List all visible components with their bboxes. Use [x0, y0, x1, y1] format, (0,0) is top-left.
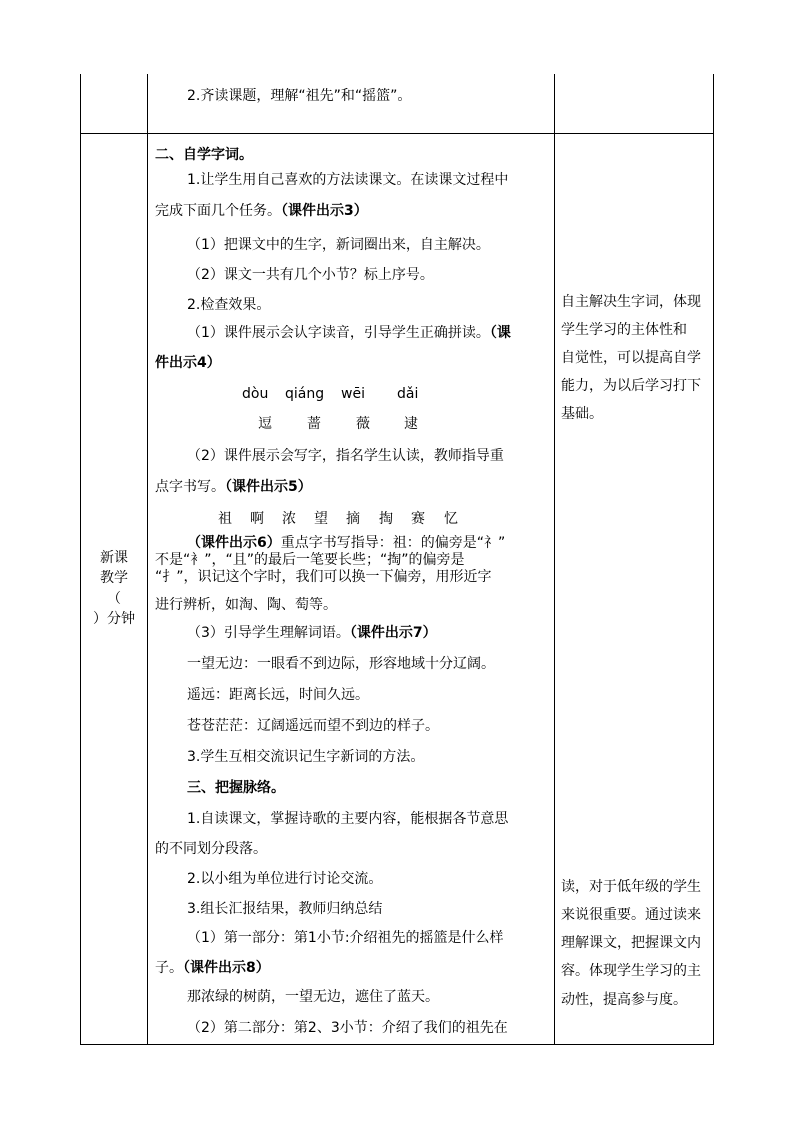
c6-line1: （课件出示6）重点字书写指导：祖：的偏旁是“礻”	[187, 535, 506, 551]
side-label-line4: ）分钟	[93, 611, 135, 627]
s3-p1-line1: 1.自读课文，掌握诗歌的主要内容，能根据各节意思	[187, 811, 509, 827]
side-label-line3: （	[107, 591, 121, 607]
char-dai: 逮	[404, 416, 418, 432]
part1-line2: 子。（课件出示8）	[155, 960, 270, 976]
table-divider-col2	[554, 74, 555, 1045]
char-qiang: 蔷	[307, 416, 321, 432]
side-label-line1: 新课	[100, 550, 128, 566]
table-border-left	[80, 74, 81, 1045]
word-yaoyuan: 遥远：距离长远，时间久远。	[187, 687, 369, 703]
pinyin-dou: dòu	[242, 386, 269, 402]
pinyin-dai: dǎi	[397, 386, 419, 402]
table-border-right	[713, 74, 714, 1045]
note1-line1: 自主解决生字词，体现	[561, 294, 701, 310]
note2-line5: 动性，提高参与度。	[561, 992, 687, 1008]
char-dou: 逗	[258, 416, 272, 432]
write-char-tao: 掏	[379, 511, 393, 527]
note1-line3: 自觉性，可以提高自学	[561, 350, 701, 366]
task1: （1）把课文中的生字，新词圈出来，自主解决。	[187, 237, 490, 253]
task2: （2）课文一共有几个小节？标上序号。	[187, 267, 434, 283]
step3: 3.学生互相交流识记生字新词的方法。	[187, 749, 425, 765]
s3-p1-line2: 的不同划分段落。	[155, 841, 267, 857]
write-char-sai: 赛	[411, 511, 425, 527]
note2-line4: 容。体现学生学习的主	[561, 963, 701, 979]
write-char-nong: 浓	[282, 511, 296, 527]
c6-line4: 进行辨析，如淘、陶、萄等。	[155, 597, 337, 613]
section3-title: 三、把握脉络。	[187, 780, 285, 796]
c6-line3: “扌”，识记这个字时，我们可以换一下偏旁，用形近字	[155, 569, 492, 585]
p1-line2: 完成下面几个任务。（课件出示3）	[155, 203, 368, 219]
note2-line1: 读，对于低年级的学生	[561, 879, 701, 895]
section2-title: 二、自学字词。	[155, 147, 253, 163]
write-char-zhai: 摘	[346, 511, 360, 527]
part1-line1: （1）第一部分：第1小节:介绍祖先的摇篮是什么样	[187, 930, 504, 946]
note2-line2: 来说很重要。通过读来	[561, 907, 701, 923]
c2-line2: 点字书写。（课件出示5）	[155, 479, 312, 495]
table-row-divider	[80, 133, 714, 134]
write-char-yi: 忆	[444, 511, 458, 527]
top-row-text: 2.齐读课题，理解“祖先”和“摇篮”。	[187, 88, 412, 104]
note2-line3: 理解课文，把握课文内	[561, 935, 701, 951]
quote1: 那浓绿的树荫，一望无边，遮住了蓝天。	[187, 989, 439, 1005]
c3-line: （3）引导学生理解词语。（课件出示7）	[187, 625, 437, 641]
write-char-zu: 祖	[218, 511, 232, 527]
write-char-a: 啊	[250, 511, 264, 527]
note1-line4: 能力，为以后学习打下	[561, 378, 701, 394]
side-label-line2: 教学	[100, 570, 128, 586]
char-wei: 薇	[356, 416, 370, 432]
table-divider-col1	[147, 74, 148, 1045]
c2-line1: （2）课件展示会写字，指名学生认读，教师指导重	[187, 448, 504, 464]
table-border-bottom	[80, 1044, 714, 1045]
check-step: 2.检查效果。	[187, 297, 271, 313]
word-cangcangmangmang: 苍苍茫茫：辽阔遥远而望不到边的样子。	[187, 718, 439, 734]
c1-line1: （1）课件展示会认字读音，引导学生正确拼读。（课	[187, 325, 511, 341]
c6-line2: 不是“衤”，“且”的最后一笔要长些；“掏”的偏旁是	[155, 552, 465, 568]
note1-line5: 基础。	[561, 406, 603, 422]
write-char-wang: 望	[314, 511, 328, 527]
pinyin-wei: wēi	[341, 386, 365, 402]
part2-line1: （2）第二部分：第2、3小节：介绍了我们的祖先在	[187, 1020, 508, 1036]
s3-p2: 2.以小组为单位进行讨论交流。	[187, 871, 383, 887]
word-yiwangwubian: 一望无边：一眼看不到边际，形容地域十分辽阔。	[187, 656, 495, 672]
p1-line1: 1.让学生用自己喜欢的方法读课文。在读课文过程中	[187, 172, 509, 188]
c1-line2: 件出示4）	[155, 355, 221, 371]
s3-p3: 3.组长汇报结果，教师归纳总结	[187, 901, 383, 917]
note1-line2: 学生学习的主体性和	[561, 322, 687, 338]
pinyin-qiang: qiáng	[285, 386, 325, 402]
